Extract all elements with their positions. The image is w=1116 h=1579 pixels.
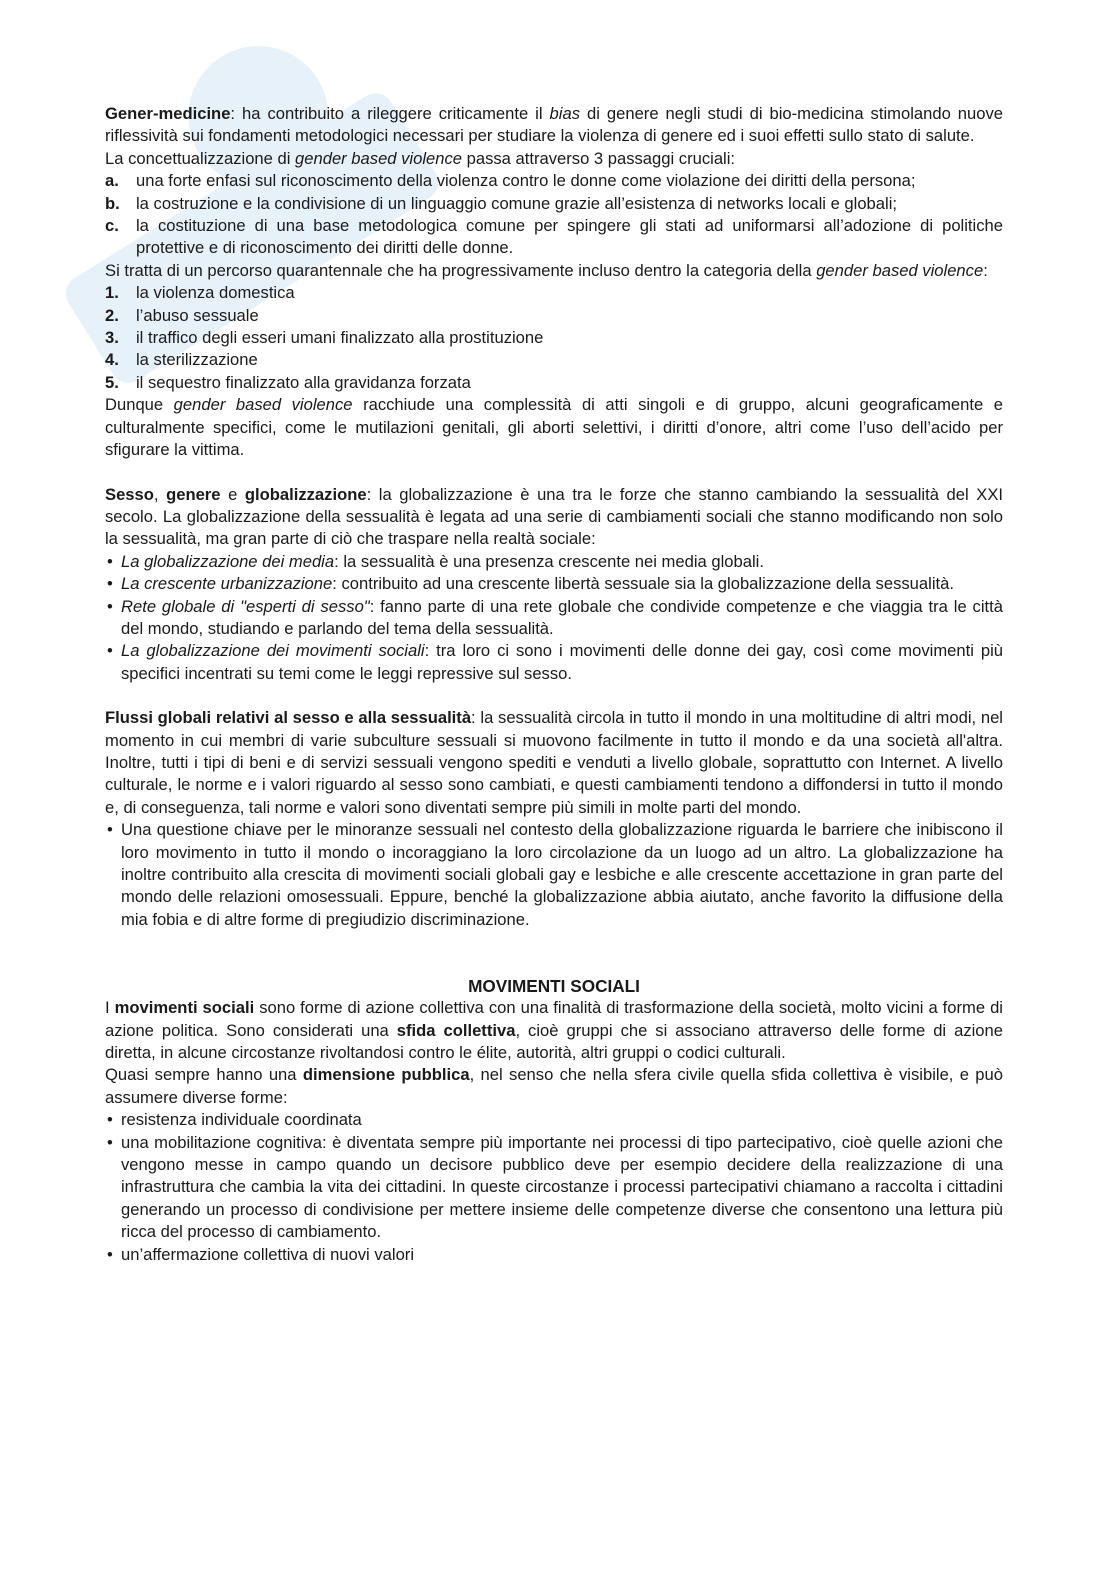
gender-medicine-paragraph [105, 103, 1003, 148]
list-text [121, 640, 1003, 685]
text: : la globalizzazione è una tra le forze che stanno cambiando la sessualità del XXI secolo. La globalizzazione della sessualità è legata ad una serie di cambiamenti sociali che stanno modificando non solo la sessualità, ma gran parte di ciò che traspare nella realtà sociale: [105, 484, 1003, 549]
list-text [121, 573, 1003, 595]
text: , nel senso che nella sfera civile quella sfida collettiva è visibile, e può assumere diverse forme: [105, 1065, 1003, 1107]
spacer [105, 462, 1003, 484]
list-item [105, 170, 1003, 192]
lettered-list [105, 170, 1003, 260]
text: passa attraverso 3 passaggi cruciali: [462, 148, 736, 168]
spacer [105, 685, 1003, 707]
italic-term: Rete globale di "esperti di sesso" [121, 596, 370, 616]
list-text: un’affermazione collettiva di nuovi valori [121, 1244, 415, 1264]
text: : fanno parte di una rete globale che condivide competenze e che viaggia tra le città del mondo, studiando e parlando del tema della sessualità. [121, 596, 1003, 638]
text: Dunque [105, 395, 174, 415]
bold-term: globalizzazione [244, 484, 367, 504]
italic-term: gender based violence [295, 148, 463, 168]
list-text: il traffico degli esseri umani finalizzato alla prostituzione [136, 328, 544, 348]
list-item [105, 819, 1003, 931]
bullet-icon: • [107, 641, 113, 661]
bold-term: genere [166, 484, 221, 504]
bold-term: Flussi globali relativi al sesso e alla sessualità [105, 708, 472, 728]
dimensione-paragraph [105, 1064, 1003, 1109]
italic-bias: bias [549, 104, 580, 123]
list-text: resistenza individuale coordinata [121, 1110, 362, 1130]
list-item [105, 596, 1003, 641]
text: Si tratta di un percorso quarantennale che ha progressivamente incluso dentro la categoria della [105, 260, 817, 280]
spacer [105, 931, 1003, 975]
italic-term: La globalizzazione dei media [121, 551, 335, 571]
italic-term: gender based violence [173, 395, 353, 415]
text: : contribuito ad una crescente libertà sessuale sia la globalizzazione della sessualità. [332, 574, 954, 594]
list-marker: 5. [105, 372, 119, 392]
list-text: l’abuso sessuale [136, 305, 259, 325]
list-text: una mobilitazione cognitiva: è diventata sempre più importante nei processi di tipo partecipativo, cioè quelle azioni che vengono messe in campo quando un decisore pubblico deve per esempio decidere della realizzazione di una infrastruttura che cambia la vita dei cittadini. In queste circostanze i processi partecipativi chiamano a raccolta i cittadini generando un processo di condivisione per mettere insieme delle competenze diverse che consentono una lettura più ricca del processo di cambiamento. [121, 1132, 1003, 1242]
text: , [153, 484, 167, 504]
globalizzazione-bullets [105, 551, 1003, 685]
concept-paragraph [105, 148, 1003, 170]
list-text [121, 596, 1003, 641]
list-text: il sequestro finalizzato alla gravidanza forzata [136, 372, 471, 392]
list-text: una forte enfasi sul riconoscimento della violenza contro le donne come violazione dei diritti della persona; [136, 171, 916, 191]
bold-term: sfida collettiva [396, 1020, 516, 1040]
text: : ha contribuito a rileggere criticamente il [230, 104, 550, 123]
list-item [105, 551, 1003, 573]
list-text: la costruzione e la condivisione di un linguaggio comune grazie all’esistenza di networks locali e globali; [136, 193, 897, 213]
bold-term: dimensione pubblica [302, 1065, 470, 1085]
text: sono forme di azione collettiva con una finalità di trasformazione della società, molto vicini a forme di azione politica. Sono considerati una [105, 998, 1003, 1040]
globalizzazione-paragraph [105, 484, 1003, 551]
italic-term: gender based violence [816, 260, 984, 280]
list-marker: c. [105, 216, 119, 236]
percorso-paragraph [105, 260, 1003, 282]
text: racchiude una complessità di atti singoli e di gruppo, alcuni geograficamente e culturalmente specifici, come le mutilazioni genitali, gli aborti selettivi, i diritti d’onore, altri come l’uso dell’acido per sfigurare la vittima. [105, 395, 1003, 460]
text: Quasi sempre hanno una [105, 1065, 303, 1085]
movimenti-paragraph [105, 997, 1003, 1064]
italic-term: La globalizzazione dei movimenti sociali [121, 641, 425, 661]
list-item [105, 1244, 1003, 1266]
list-item [105, 215, 1003, 260]
bullet-icon: • [107, 1132, 113, 1152]
bullet-icon: • [107, 1244, 113, 1264]
list-text: la costituzione di una base metodologica comune per spingere gli stati ad uniformarsi all’adozione di politiche protettive e di riconoscimento dei diritti delle donne. [136, 216, 1003, 258]
list-text: la violenza domestica [136, 283, 295, 303]
list-text: Una questione chiave per le minoranze sessuali nel contesto della globalizzazione riguarda le barriere che inibiscono il loro movimento in tutto il mondo o incoraggiano la loro circolazione da un luogo ad un altro. La globalizzazione ha inoltre contribuito alla crescita di movimenti sociali globali gay e lesbiche e alle crescente accettazione in gran parte del mondo delle relazioni omosessuali. Eppure, benché la globalizzazione abbia aiutato, anche favorito la diffusione della mia fobia e di altre forme di pregiudizio discriminazione. [121, 820, 1003, 929]
list-item [105, 372, 1003, 394]
list-item [105, 305, 1003, 327]
bullet-icon: • [107, 596, 113, 616]
list-item [105, 327, 1003, 349]
bullet-icon: • [107, 551, 113, 571]
list-item [105, 193, 1003, 215]
list-marker: a. [105, 171, 119, 191]
document-page [105, 103, 1003, 1266]
text: : tra loro ci sono i movimenti delle donne dei gay, così come movimenti più specifici incentrati su temi come le leggi repressive sul sesso. [121, 641, 1004, 683]
dunque-paragraph [105, 394, 1003, 461]
forme-bullets [105, 1109, 1003, 1266]
flussi-paragraph [105, 707, 1003, 819]
text: I [105, 998, 115, 1018]
bullet-icon: • [107, 1110, 113, 1130]
list-marker: 2. [105, 305, 119, 325]
list-marker: b. [105, 193, 120, 213]
term-gener-medicine: Gener-medicine [105, 104, 231, 123]
list-item [105, 1109, 1003, 1131]
list-item [105, 640, 1003, 685]
list-marker: 1. [105, 283, 119, 303]
text: di genere negli studi di bio-medicina stimolando nuove riflessività sui fondamenti metodologici necessari per studiare la violenza di genere ed i suoi effetti sullo stato di salute. [105, 104, 1003, 146]
list-item [105, 573, 1003, 595]
list-text [121, 551, 1003, 573]
text: : la sessualità è una presenza crescente nei media globali. [334, 551, 764, 571]
text: , cioè gruppi che si associano attraverso delle forme di azione diretta, in alcune circostanze rivoltandosi contro le élite, autorità, altri gruppi o codici culturali. [105, 1020, 1003, 1063]
text: : [983, 260, 988, 280]
italic-term: La crescente urbanizzazione [121, 574, 333, 594]
list-marker: 4. [105, 350, 119, 370]
list-item [105, 1132, 1003, 1244]
list-marker: 3. [105, 328, 119, 348]
bold-term: Sesso [105, 484, 154, 504]
section-heading: MOVIMENTI SOCIALI [468, 976, 640, 997]
text: e [220, 484, 245, 504]
bullet-icon: • [107, 574, 113, 594]
bold-term: movimenti sociali [114, 998, 255, 1018]
list-item [105, 349, 1003, 371]
list-text: la sterilizzazione [136, 350, 258, 370]
text: La concettualizzazione di [105, 148, 296, 168]
text: : la sessualità circola in tutto il mondo in una moltitudine di altri modi, nel momento in cui membri di varie subculture sessuali si muovono facilmente in tutto il mondo e da una società all'altra. Inoltre, tutti i tipi di beni e di servizi sessuali vengono spediti e venduti a livello globale, soprattutto con Internet. A livello culturale, le norme e i valori riguardo al sesso sono cambiati, e questi cambiamenti tendono a diffondersi in tutto il mondo e, di conseguenza, tali norme e valori sono diventati sempre più simili in molte parti del mondo. [105, 708, 1003, 817]
numbered-list [105, 282, 1003, 394]
bullet-icon: • [107, 820, 113, 840]
list-item [105, 282, 1003, 304]
